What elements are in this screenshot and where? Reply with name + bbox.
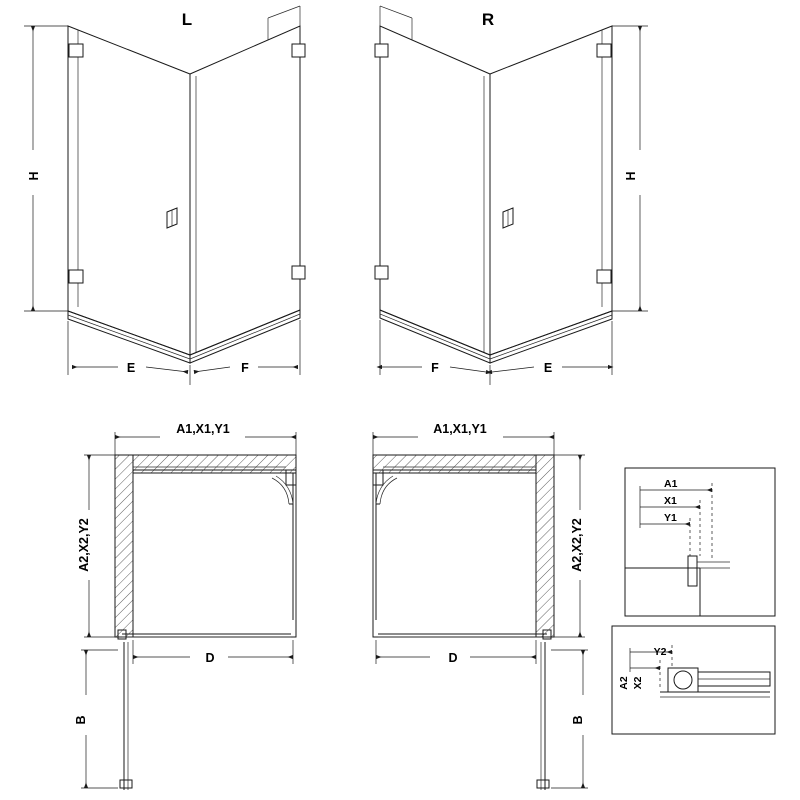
plan-left-side-dimension: A2,X2,Y2 [77,518,91,572]
plan-right-swing-dimension: B [571,715,585,725]
plan-right-inner-dimension: D [448,651,458,665]
plan-left-top-dimension: A1,X1,Y1 [176,422,230,436]
detail-top-dimension-a1: A1 [664,478,678,490]
height-label-right: H [624,171,638,181]
handing-label-left: L [181,10,193,29]
panel-label-right-f: F [431,361,439,375]
panel-label-right-e: E [543,361,553,375]
detail-bottom-dimension-a2: A2 [618,676,630,690]
detail-top-dimension-y1: Y1 [664,512,677,524]
detail-top-dimension-x1: X1 [664,495,677,507]
plan-left-inner-dimension: D [205,651,215,665]
plan-left-swing-dimension: B [74,715,88,725]
detail-bottom-dimension-x2: X2 [632,676,644,690]
detail-bottom-dimension-y2: Y2 [653,646,667,658]
panel-label-left-e: E [126,361,136,375]
handing-label-right: R [481,10,495,29]
plan-right-top-dimension: A1,X1,Y1 [433,422,487,436]
plan-right-side-dimension: A2,X2,Y2 [570,518,584,572]
height-label-left: H [27,171,41,181]
panel-label-left-f: F [241,361,249,375]
